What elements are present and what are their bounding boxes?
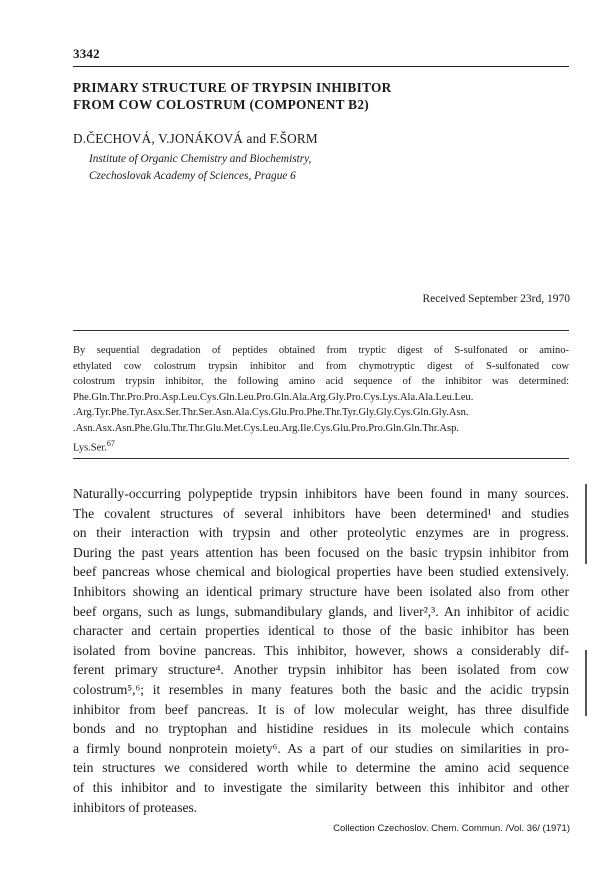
body-line: The covalent structures of several inhibitors have been determined¹ and studies [73,505,569,521]
article-title [73,79,392,113]
header-rule [73,66,569,67]
body-line: ferent primary structure⁴. Another trypsin inhibitor has been isolated from cow [73,662,569,678]
body-line: colostrum⁵,⁶; it resembles in many features both the basic and the acidic trypsin [73,681,569,697]
body-line: beef pancreas whose chemical and biological properties have been studied extensively. [73,564,569,580]
body-line: isolated from bovine pancreas. This inhibitor, however, shows a considerably dif- [73,642,569,658]
abstract-superscript: 67 [106,439,115,448]
abstract-line: .Arg.Tyr.Phe.Tyr.Asx.Ser.Thr.Ser.Asn.Ala.Cys.Glu.Pro.Phe.Thr.Tyr.Gly.Gly.Cys.Gln.Gly.Asn. [73,407,469,418]
title-line: PRIMARY STRUCTURE OF TRYPSIN INHIBITOR [73,80,392,95]
body-line: tein structures we considered worth while to determine the amino acid sequence [73,760,569,776]
abstract-line: By sequential degradation of peptides obtained from tryptic digest of S-sulfonated or amino- [73,345,569,356]
abstract-line: colostrum trypsin inhibitor, the following amino acid sequence of the inhibitor was determined: [73,376,569,387]
body-line: Inhibitors showing an identical primary structure have been isolated also from other [73,583,569,599]
abstract-last-text: Lys.Ser. [73,442,107,454]
abstract-line: ethylated cow colostrum trypsin inhibitor and from chymotryptic digest of S-sulfonated cow [73,360,569,372]
body-line: inhibitors of proteases. [73,799,198,815]
body-text [73,484,569,817]
body-line: a firmly bound nonprotein moiety⁶. As a part of our studies on similarities in pro- [73,740,569,756]
body-line: of this inhibitor and to investigate the similarity between this inhibitor and other [73,779,569,795]
body-line: on their interaction with trypsin and other proteolytic enzymes are in progress. [73,525,569,541]
page-number: 3342 [73,46,100,61]
body-line: Naturally-occurring polypeptide trypsin inhibitors have been found in many sources. [73,486,569,501]
affiliation-line: Czechoslovak Academy of Sciences, Prague 6 [89,170,296,182]
body-line: beef organs, such as lungs, submandibulary glands, and liver²,³. An inhibitor of acidic [73,603,569,619]
body-line: bonds and no tryptophan and histidine residues in its molecule which contains [73,721,569,737]
abstract [73,343,569,456]
journal-footer: Collection Czechoslov. Chem. Commun. /Vol. 36/ (1971) [333,823,570,834]
body-line: character and certain properties identical to those of the basic inhibitor has been [73,623,569,639]
abstract-top-rule [73,330,569,331]
body-line: inhibitor from beef pancreas. It is of low molecular weight, has three disulfide [73,701,569,717]
abstract-line: .Asn.Asx.Asn.Phe.Glu.Thr.Thr.Glu.Met.Cys.Leu.Arg.Ile.Cys.Glu.Pro.Pro.Gln.Gln.Thr.Asp. [73,422,459,434]
body-line: During the past years attention has been focused on the basic trypsin inhibitor from [73,544,569,560]
affiliation [89,151,311,185]
abstract-line [73,436,569,456]
abstract-line: Phe.Gln.Thr.Pro.Pro.Asp.Leu.Cys.Gln.Leu.Pro.Gln.Ala.Arg.Gly.Pro.Cys.Lys.Ala.Ala.Leu.Leu. [73,391,474,403]
margin-scan-mark [585,650,587,716]
margin-scan-mark [585,484,587,564]
abstract-bottom-rule [73,458,569,459]
affiliation-line: Institute of Organic Chemistry and Biochemistry, [89,153,312,165]
title-line: FROM COW COLOSTRUM (COMPONENT B2) [73,97,370,112]
received-date: Received September 23rd, 1970 [422,293,570,305]
author-list: D.ČECHOVÁ, V.JONÁKOVÁ and F.ŠORM [73,131,318,146]
